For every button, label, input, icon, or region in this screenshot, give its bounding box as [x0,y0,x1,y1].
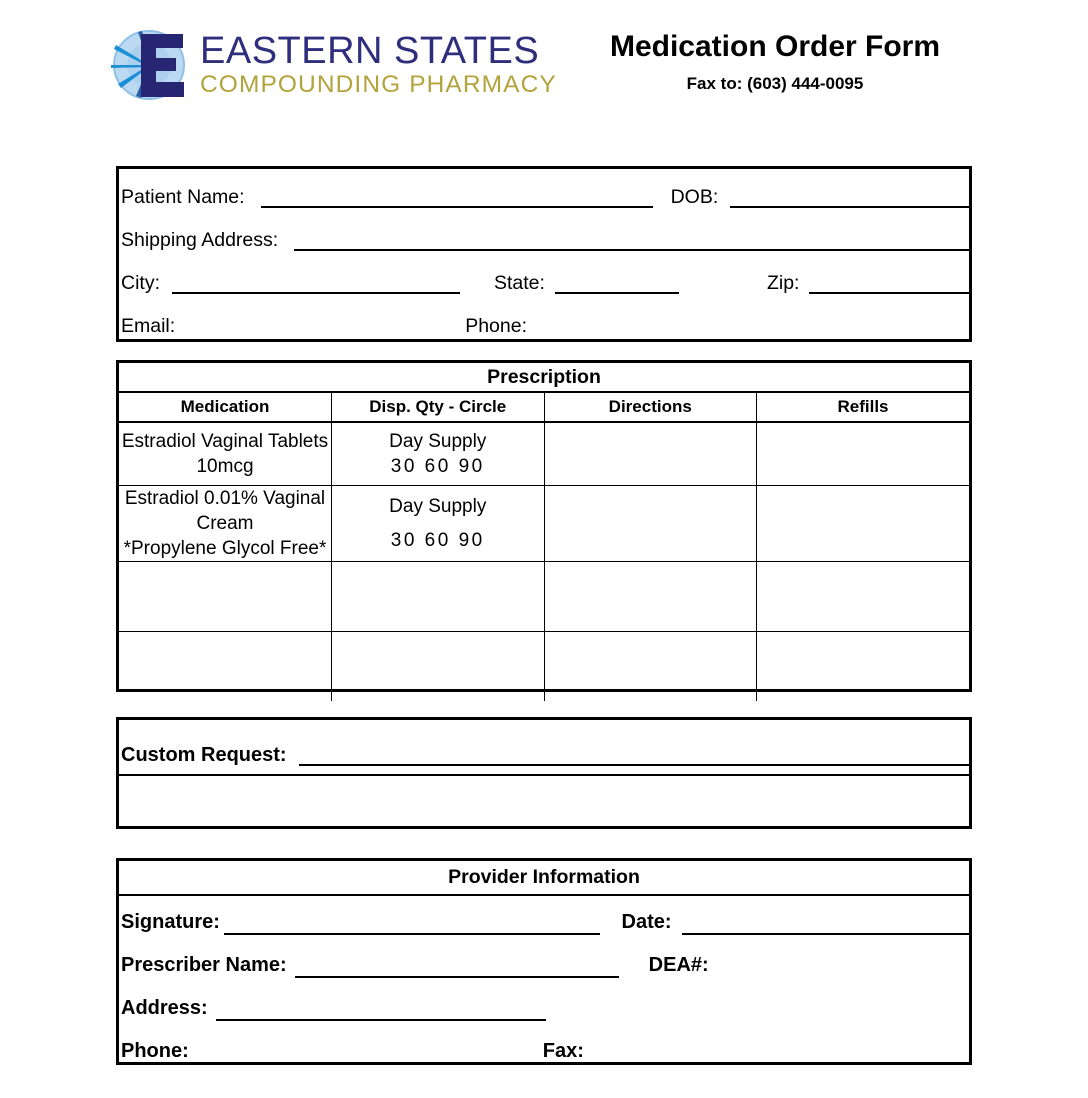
shipping-address-input[interactable] [294,249,969,251]
medication-cell[interactable] [119,561,332,631]
page-title: Medication Order Form [609,30,941,63]
prescription-box [116,360,972,692]
medication-name-line2: *Propylene Glycol Free* [123,537,327,559]
provider-phone-label: Phone: [121,1040,189,1062]
table-row [119,561,969,631]
directions-cell[interactable] [544,485,757,561]
prescription-section-title: Prescription [119,363,969,392]
date-label: Date: [621,911,672,933]
medication-name-line1: Estradiol 0.01% Vaginal Cream [124,487,326,534]
provider-fax-input[interactable] [594,1062,886,1064]
custom-request-label: Custom Request: [121,744,287,766]
dea-number-label: DEA#: [648,954,709,976]
shipping-address-label: Shipping Address: [121,228,279,251]
provider-address-label: Address: [121,997,208,1019]
patient-name-input[interactable] [261,206,653,208]
page-header [0,0,1088,125]
email-label: Email: [121,314,176,337]
column-header-refills: Refills [757,392,970,422]
city-label: City: [121,271,160,294]
medication-cell[interactable] [119,485,332,561]
address-row [119,984,969,1027]
day-supply-label: Day Supply [389,495,487,517]
provider-address-input[interactable] [216,1019,546,1021]
zip-input[interactable] [809,292,969,294]
custom-request-row [119,720,969,776]
table-row [119,422,969,485]
medication-name-line1: Estradiol Vaginal Tablets 10mcg [121,430,329,477]
column-header-directions: Directions [544,392,757,422]
zip-label: Zip: [766,271,800,294]
provider-information-box [116,858,972,1065]
dob-label: DOB: [670,185,719,208]
prescription-title-row [119,363,969,392]
day-supply-label: Day Supply [389,430,487,452]
medication-cell[interactable] [119,422,332,485]
disp-qty-cell[interactable] [332,422,545,485]
logo-company-name: EASTERN STATES [200,30,540,73]
medication-cell[interactable] [119,631,332,701]
logo-wordmark [200,32,557,98]
custom-request-extra-line[interactable] [119,776,969,826]
disp-qty-cell[interactable] [332,561,545,631]
day-supply-options[interactable]: 30 60 90 [390,455,485,477]
company-logo [108,24,557,106]
eastern-states-emblem-icon [108,24,194,106]
table-row [119,485,969,561]
patient-name-row [119,169,969,214]
prescription-header-row [119,392,969,422]
custom-request-box [116,717,972,829]
prescriber-name-label: Prescriber Name: [121,954,287,976]
state-label: State: [494,271,545,294]
table-row [119,631,969,701]
phone-fax-row [119,1027,969,1070]
directions-cell[interactable] [544,631,757,701]
phone-label: Phone: [465,314,527,337]
day-supply-options[interactable]: 30 60 90 [390,529,485,551]
title-block [545,30,1005,94]
city-state-zip-row [119,257,969,300]
signature-input[interactable] [224,933,600,935]
refills-cell[interactable] [757,561,970,631]
fax-to-line: Fax to: (603) 444-0095 [686,74,864,93]
directions-cell[interactable] [544,422,757,485]
prescription-table [119,363,969,701]
prescriber-dea-row [119,941,969,984]
state-input[interactable] [555,292,679,294]
disp-qty-cell[interactable] [332,485,545,561]
column-header-disp-qty: Disp. Qty - Circle [332,392,545,422]
provider-section-title: Provider Information [119,861,969,896]
patient-information-box [116,166,972,342]
email-phone-row [119,300,969,343]
signature-label: Signature: [121,911,220,933]
custom-request-input[interactable] [299,764,969,766]
logo-company-tagline: COMPOUNDING PHARMACY [200,71,557,99]
patient-name-label: Patient Name: [121,185,245,208]
provider-phone-input[interactable] [197,1062,425,1064]
disp-qty-cell[interactable] [332,631,545,701]
provider-fax-label: Fax: [542,1040,584,1062]
directions-cell[interactable] [544,561,757,631]
refills-cell[interactable] [757,631,970,701]
refills-cell[interactable] [757,485,970,561]
date-input[interactable] [682,933,969,935]
refills-cell[interactable] [757,422,970,485]
dob-input[interactable] [730,206,969,208]
column-header-medication: Medication [119,392,332,422]
shipping-address-row [119,214,969,257]
city-input[interactable] [172,292,460,294]
signature-date-row [119,896,969,941]
prescriber-name-input[interactable] [295,976,619,978]
